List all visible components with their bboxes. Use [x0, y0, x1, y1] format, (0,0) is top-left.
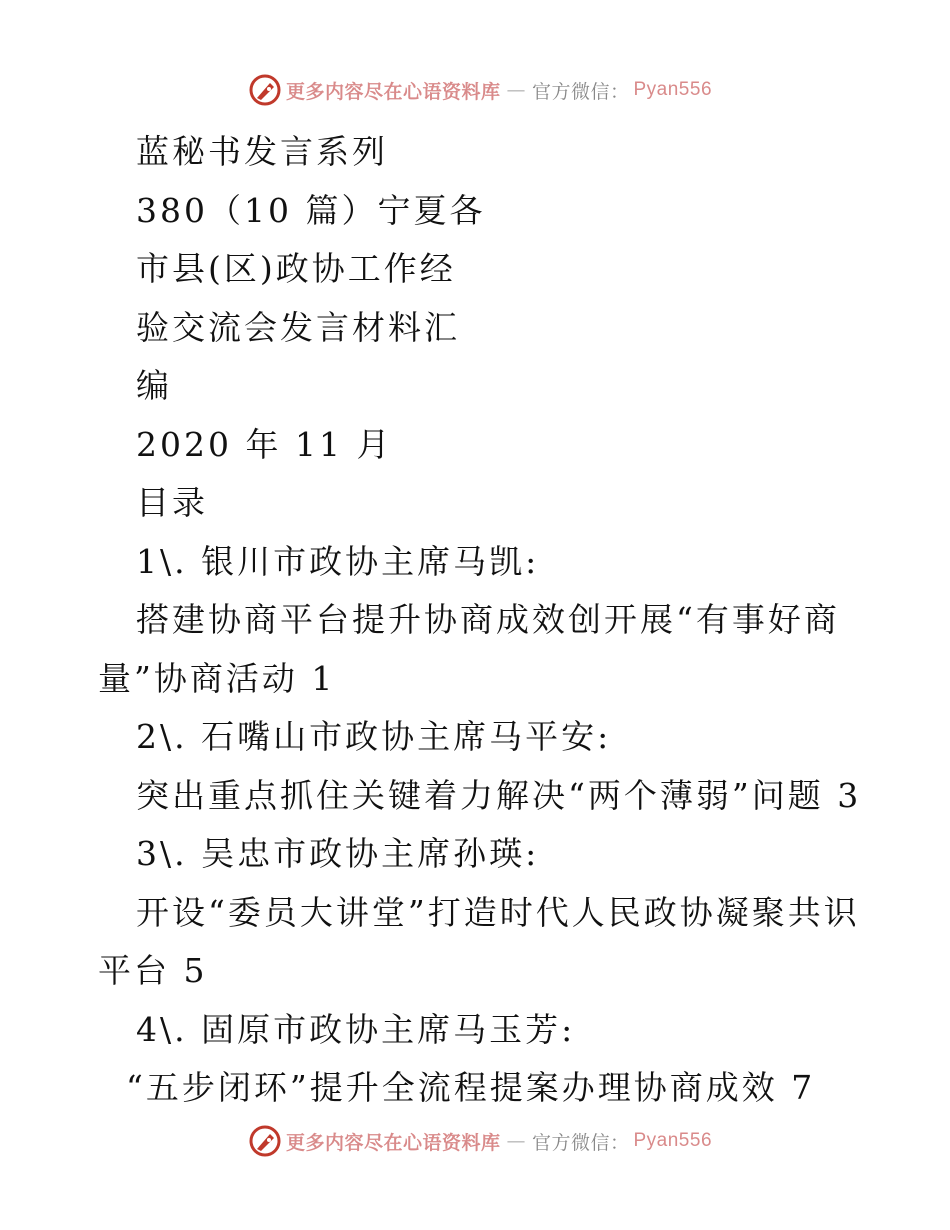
- toc-entry-3-title-cont: 平台 5: [98, 951, 208, 990]
- date-line: 2020 年 11 月: [136, 424, 393, 464]
- pen-nib-logo-icon: [248, 1124, 282, 1158]
- title-line-4: 验交流会发言材料汇: [136, 307, 460, 347]
- header-watermark: [0, 70, 950, 110]
- toc-entry-3-title: 开设“委员大讲堂”打造时代人民政协凝聚共识: [136, 892, 860, 932]
- toc-entry-1-title: 搭建协商平台提升协商成效创开展“有事好商: [136, 600, 840, 639]
- toc-entry-2-title: 突出重点抓住关键着力解决“两个薄弱”问题 3: [136, 775, 862, 815]
- footer-watermark: [0, 1121, 950, 1161]
- watermark-wechat-label: 官方微信：: [531, 80, 630, 103]
- title-line-5: 编: [136, 366, 172, 405]
- watermark-group: [248, 1124, 712, 1158]
- title-line-2: 380（10 篇）宁夏各: [136, 190, 486, 230]
- toc-entry-3-author: 3\. 吴忠市政协主席孙瑛:: [136, 834, 540, 873]
- watermark-wechat-id: Pyan556: [633, 79, 713, 100]
- toc-entry-4-title: “五步闭环”提升全流程提案办理协商成效 7: [126, 1068, 816, 1107]
- title-line-1: 蓝秘书发言系列: [136, 132, 388, 171]
- watermark-dash: —: [506, 1130, 526, 1152]
- document-body: [98, 123, 862, 1118]
- watermark-wechat-label: 官方微信：: [531, 1131, 630, 1154]
- watermark-main-text: 更多内容尽在心语资料库: [285, 80, 501, 103]
- watermark-dash: —: [506, 79, 526, 101]
- watermark-main-text: 更多内容尽在心语资料库: [285, 1131, 501, 1154]
- toc-entry-1-title-cont: 量”协商活动 1: [98, 658, 336, 698]
- watermark-wechat-id: Pyan556: [633, 1130, 713, 1151]
- toc-heading: 目录: [136, 483, 208, 522]
- title-line-3: 市县(区)政协工作经: [136, 249, 456, 288]
- toc-entry-1-author: 1\. 银川市政协主席马凯:: [136, 541, 540, 581]
- watermark-group: [248, 73, 712, 107]
- toc-entry-4-author: 4\. 固原市政协主席马玉芳:: [136, 1009, 576, 1049]
- pen-nib-logo-icon: [248, 73, 282, 107]
- toc-entry-2-author: 2\. 石嘴山市政协主席马平安:: [136, 717, 612, 756]
